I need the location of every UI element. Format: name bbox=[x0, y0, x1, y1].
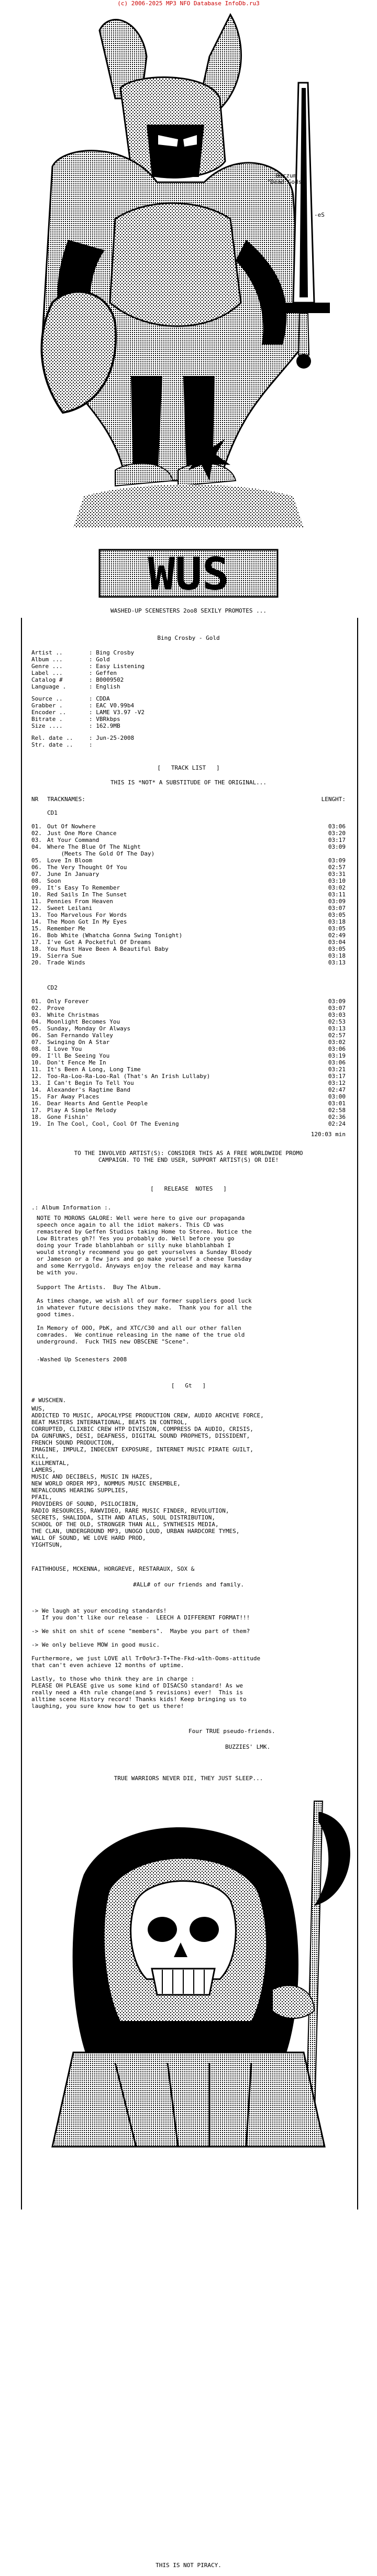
signoff: -Washed Up Scenesters 2008 bbox=[37, 1356, 127, 1363]
track-row bbox=[31, 1114, 346, 1120]
art-caption-name: Burzum bbox=[275, 172, 297, 179]
greets-tail: FAITHHOUSE, MCKENNA, HORGREVE, RESTARAUX, SOX & bbox=[31, 1565, 195, 1572]
track-length: 03:03 bbox=[328, 1012, 346, 1018]
track-title: At Your Command bbox=[47, 837, 99, 843]
info-key: Source .. bbox=[31, 695, 63, 702]
col-length: LENGHT: bbox=[321, 796, 346, 803]
track-length: 03:12 bbox=[328, 1080, 346, 1086]
track-number: 12. bbox=[31, 905, 42, 912]
track-row bbox=[31, 1093, 346, 1100]
track-length: 02:58 bbox=[328, 1107, 346, 1114]
info-value: : LAME V3.97 -V2 bbox=[89, 709, 145, 716]
art-caption-title: "Dead Gods" bbox=[267, 179, 305, 185]
track-length: 02:24 bbox=[328, 1120, 346, 1127]
track-number: 05. bbox=[31, 1025, 42, 1032]
track-length: 03:09 bbox=[328, 843, 346, 850]
info-row bbox=[31, 702, 346, 709]
track-length: 03:17 bbox=[328, 837, 346, 843]
release-info bbox=[31, 649, 346, 748]
track-title: (Meets The Gold Of The Day) bbox=[47, 850, 155, 857]
wus-logo bbox=[21, 545, 356, 602]
track-title: I've Got A Pocketful Of Dreams bbox=[47, 939, 151, 946]
track-row bbox=[31, 1018, 346, 1025]
track-length: 03:00 bbox=[328, 1093, 346, 1100]
track-number: 01. bbox=[31, 823, 42, 830]
track-title: I Can't Begin To Tell You bbox=[47, 1080, 134, 1086]
track-length: 02:49 bbox=[328, 932, 346, 939]
track-number: 15. bbox=[31, 925, 42, 932]
track-length: 03:05 bbox=[328, 946, 346, 952]
track-title: Play A Simple Melody bbox=[47, 1107, 117, 1114]
track-length: 03:18 bbox=[328, 952, 346, 959]
track-row bbox=[31, 1005, 346, 1012]
track-title: You Must Have Been A Beautiful Baby bbox=[47, 946, 169, 952]
track-number: 17. bbox=[31, 939, 42, 946]
track-row bbox=[31, 830, 346, 837]
track-title: Remember Me bbox=[47, 925, 85, 932]
track-title: Gone Fishin' bbox=[47, 1114, 89, 1120]
track-length: 03:09 bbox=[328, 857, 346, 864]
info-row bbox=[31, 676, 346, 683]
col-nr: NR bbox=[31, 796, 39, 803]
greets-footer: #ALL# of our friends and family. bbox=[133, 1581, 244, 1588]
track-title: Bob White (Whatcha Gonna Swing Tonight) bbox=[47, 932, 183, 939]
track-title: Far Away Places bbox=[47, 1093, 99, 1100]
track-row bbox=[31, 918, 346, 925]
track-title: Where The Blue Of The Night bbox=[47, 843, 141, 850]
track-number: 04. bbox=[31, 843, 42, 850]
track-length: 03:02 bbox=[328, 1039, 346, 1046]
track-row bbox=[31, 1120, 346, 1127]
track-length bbox=[314, 850, 346, 857]
track-length: 03:05 bbox=[328, 925, 346, 932]
cd2-tracklist bbox=[31, 998, 346, 1127]
track-length: 03:06 bbox=[328, 1059, 346, 1066]
track-row bbox=[31, 1073, 346, 1080]
track-title: Sierra Sue bbox=[47, 952, 82, 959]
info-key: Rel. date .. bbox=[31, 735, 73, 741]
track-number: 17. bbox=[31, 1107, 42, 1114]
track-number: 03. bbox=[31, 1012, 42, 1018]
track-title: Too-Ra-Loo-Ra-Loo-Ral (That's An Irish Lullaby) bbox=[47, 1073, 210, 1080]
final-lines: -> We laugh at your encoding standards! If you don't like our release - LEECH A DIFFERENT FORMAT!!! -> We shit on shit of scene "members". Maybe you part of them? -> We only believe MOW in good music. Furthermore, we just LOVE all Tr0o%r3-T+The-Fkd-w1th-Ooms-attitude that can't even achieve 12 months of uptime. Lastly, to those who think they are in charge : PLEASE OH PLEASE give us some kind of DISACSO standard! As we really need a 4th rule change(and 5 revisions) ever! This is alltime scene History record! Thanks kids! Keep bringing us to laughing, you sure know how to get us there! bbox=[31, 1607, 261, 1709]
info-row bbox=[31, 695, 346, 702]
info-key: Str. date .. bbox=[31, 741, 73, 748]
track-length: 03:11 bbox=[328, 891, 346, 898]
buzzies: BUZZIES' LMK. bbox=[225, 1744, 271, 1750]
greets-text: WUS, ADDICTED TO MUSIC, APOCALYPSE PRODUCTION CREW, AUDIO ARCHIVE FORCE, BEAT MASTERS INTERNATIONAL, BEATS IN CONTROL, CORRUPTED, CLIXBIC CREW HTP DIVISION, COMPRESS DA AUDIO, CRISIS, DA GUNFUNKS, DESI, DEAFNESS, DIGITAL SOUND PROPHETS, DISSIDENT, FRENCH SOUND PRODUCTION, IMAGINE, IMPULZ, INDECENT EXPOSURE, INTERNET MUSIC PIRATE GUILT, KiLL, KiLLMENTAL, LAMERS, MUSIC AND DECIBELS, MUSIC IN HAZES, NEW WORLD ORDER MP3, NOMMUS MUSIC ENSEMBLE, NEPALCOUNS HEARING SUPPLIES, PFAIL, PROVIDERS OF SOUND, PSILOCIBIN, RADIO RESOURCES, RAWVIDEO, RARE MUSIC FINDER, REVOLUTION, SECRETS, SHALIDDA, SITH AND ATLAS, SOUL DISTRIBUTION, SCHOOL OF THE OLD, STRONGER THAN ALL, SYNTHESIS MEDIA, THE CLAN, UNDERGROUND MP3, UNOGO LOUD, URBAN HARDCORE TYMES, WALL OF SOUND, WE LOVE HARD PROD, YIGHTSUN, bbox=[31, 1405, 264, 1548]
track-title: The Moon Got In My Eyes bbox=[47, 918, 127, 925]
track-number: 13. bbox=[31, 1080, 42, 1086]
track-number: 02. bbox=[31, 1005, 42, 1012]
track-title: I Love You bbox=[47, 1046, 82, 1052]
info-value: : B0009502 bbox=[89, 676, 124, 683]
top-notice: (c) 2006-2025 MP3 NFO Database InfoDb.ru3 bbox=[117, 0, 260, 7]
release-heading: Bing Crosby - Gold bbox=[157, 635, 220, 641]
track-number: 19. bbox=[31, 952, 42, 959]
track-number: 14. bbox=[31, 1086, 42, 1093]
track-row bbox=[31, 823, 346, 830]
track-length: 03:07 bbox=[328, 1005, 346, 1012]
track-number: 08. bbox=[31, 878, 42, 884]
track-number: 02. bbox=[31, 830, 42, 837]
track-title: Only Forever bbox=[47, 998, 89, 1005]
track-title: Red Sails In The Sunset bbox=[47, 891, 127, 898]
info-row bbox=[31, 663, 346, 670]
track-number: 19. bbox=[31, 1120, 42, 1127]
track-number: 06. bbox=[31, 864, 42, 871]
release-notes-header: [ RELEASE NOTES ] bbox=[150, 1185, 227, 1192]
track-title: Dear Hearts And Gentle People bbox=[47, 1100, 148, 1107]
info-value: : VBRkbps bbox=[89, 716, 120, 723]
track-number: 10. bbox=[31, 1059, 42, 1066]
reaper-artwork bbox=[21, 1791, 356, 2157]
track-title: Moonlight Becomes You bbox=[47, 1018, 120, 1025]
track-title: It's Easy To Remember bbox=[47, 884, 120, 891]
track-title: Pennies From Heaven bbox=[47, 898, 113, 905]
album-info-title: .: Album Information :. bbox=[31, 1204, 112, 1211]
track-row bbox=[31, 952, 346, 959]
info-key: Artist .. bbox=[31, 649, 63, 656]
track-number: 09. bbox=[31, 1052, 42, 1059]
track-row bbox=[31, 884, 346, 891]
track-number: 11. bbox=[31, 1066, 42, 1073]
warrior-artwork bbox=[21, 9, 356, 533]
track-row bbox=[31, 891, 346, 898]
cd1-tracklist bbox=[31, 823, 346, 966]
track-title: It's Been A Long, Long Time bbox=[47, 1066, 141, 1073]
greets-header: [ Gt ] bbox=[171, 1382, 206, 1389]
track-number: 18. bbox=[31, 946, 42, 952]
not-piracy-notice: THIS IS NOT PIRACY. bbox=[156, 2562, 221, 2569]
track-number: 03. bbox=[31, 837, 42, 843]
track-title: Don't Fence Me In bbox=[47, 1059, 106, 1066]
track-length: 03:31 bbox=[328, 871, 346, 878]
track-row bbox=[31, 1086, 346, 1093]
track-length: 03:17 bbox=[328, 1073, 346, 1080]
track-row bbox=[31, 837, 346, 843]
track-row bbox=[31, 1080, 346, 1086]
track-row bbox=[31, 1107, 346, 1114]
track-title: Out Of Nowhere bbox=[47, 823, 96, 830]
track-title: Prove bbox=[47, 1005, 65, 1012]
track-row bbox=[31, 857, 346, 864]
info-value: : 162.9MB bbox=[89, 723, 120, 729]
track-row bbox=[31, 932, 346, 939]
track-row bbox=[31, 1052, 346, 1059]
info-value: : English bbox=[89, 683, 120, 690]
track-length: 03:09 bbox=[328, 898, 346, 905]
col-track: TRACKNAMES: bbox=[47, 796, 85, 803]
track-number: 09. bbox=[31, 884, 42, 891]
track-number: 06. bbox=[31, 1032, 42, 1039]
info-row bbox=[31, 709, 346, 716]
track-length: 03:20 bbox=[328, 830, 346, 837]
track-row bbox=[31, 843, 346, 850]
track-row bbox=[31, 898, 346, 905]
album-info-text: NOTE TO MORONS GALORE: Well were here to give our propaganda speech once again to all the idiot makers. This CD was remastered by Geffen Studios taking Home to Stereo. Notice the Low Bitrates gh?! Yes you probably do. Well before you go doing your Trade blahblahbah or silly nuke blahblahbah I would strongly recommend you go get yourselves a Sunday Bloody or Jameson or a few jars and go make yourself a cheese Tuesday and some Kerrygold. Anyways enjoy the release and may karma be with you. bbox=[37, 1215, 252, 1276]
info-value: : Easy Listening bbox=[89, 663, 145, 670]
track-length: 03:06 bbox=[328, 823, 346, 830]
track-length: 03:05 bbox=[328, 912, 346, 918]
track-title: Swinging On A Star bbox=[47, 1039, 110, 1046]
track-row bbox=[31, 959, 346, 966]
track-row bbox=[31, 1039, 346, 1046]
track-title: Alexander's Ragtime Band bbox=[47, 1086, 130, 1093]
info-row bbox=[31, 716, 346, 723]
info-key: Album ... bbox=[31, 656, 63, 663]
greets-title: # WUSCHEN. bbox=[31, 1397, 66, 1404]
track-row bbox=[31, 1032, 346, 1039]
support-note: TO THE INVOLVED ARTIST(S): CONSIDER THIS AS A FREE WORLDWIDE PROMO CAMPAIGN. TO THE END USER, SUPPORT ARTIST(S) OR DIE! bbox=[74, 1150, 303, 1163]
track-length: 02:36 bbox=[328, 1114, 346, 1120]
track-number: 16. bbox=[31, 932, 42, 939]
info-value: : EAC V0.99b4 bbox=[89, 702, 135, 709]
info-key: Encoder .. bbox=[31, 709, 66, 716]
track-row bbox=[31, 1046, 346, 1052]
info-key: Genre ... bbox=[31, 663, 63, 670]
art-caption-sig: -eS bbox=[314, 212, 325, 218]
memory-text: In Memory of OOO, PbK, and XTC/C30 and all our other fallen comrades. We continue releasing in the name of the true old underground. Fuck THIS new OBSCENE "Scene". bbox=[37, 1325, 245, 1345]
track-row bbox=[31, 912, 346, 918]
track-number bbox=[31, 850, 47, 857]
info-key: Bitrate . bbox=[31, 716, 63, 723]
track-length: 03:19 bbox=[328, 1052, 346, 1059]
info-value: : Jun-25-2008 bbox=[89, 735, 135, 741]
track-number: 13. bbox=[31, 912, 42, 918]
info-key: Size .... bbox=[31, 723, 63, 729]
info-key: Grabber . bbox=[31, 702, 63, 709]
track-title: Sweet Leilani bbox=[47, 905, 93, 912]
track-length: 02:57 bbox=[328, 864, 346, 871]
track-title: I'll Be Seeing You bbox=[47, 1052, 110, 1059]
track-row bbox=[31, 878, 346, 884]
track-row bbox=[31, 998, 346, 1005]
track-title: The Very Thought Of You bbox=[47, 864, 127, 871]
track-length: 03:02 bbox=[328, 884, 346, 891]
info-row bbox=[31, 741, 346, 748]
track-title: Too Marvelous For Words bbox=[47, 912, 127, 918]
track-length: 03:13 bbox=[328, 1025, 346, 1032]
info-row bbox=[31, 735, 346, 741]
info-key: Label ... bbox=[31, 670, 63, 676]
tagline: WASHED-UP SCENESTERS 2oo8 SEXILY PROMOTES ... bbox=[110, 607, 267, 614]
logo-text: WUS bbox=[148, 548, 229, 601]
track-title: White Christmas bbox=[47, 1012, 99, 1018]
track-length: 03:10 bbox=[328, 878, 346, 884]
cd2-label: CD2 bbox=[47, 984, 58, 991]
support-line: Support The Artists. Buy The Album. bbox=[37, 1284, 162, 1291]
track-number: 15. bbox=[31, 1093, 42, 1100]
track-row bbox=[31, 1059, 346, 1066]
four-true: Four TRUE pseudo-friends. bbox=[188, 1728, 275, 1735]
track-length: 02:47 bbox=[328, 1086, 346, 1093]
info-row bbox=[31, 670, 346, 676]
track-number: 07. bbox=[31, 871, 42, 878]
substitute-note: THIS IS *NOT* A SUBSTITUDE OF THE ORIGINAL... bbox=[110, 779, 267, 786]
track-title: Trade Winds bbox=[47, 959, 85, 966]
track-title: Sunday, Monday Or Always bbox=[47, 1025, 130, 1032]
track-row bbox=[31, 946, 346, 952]
track-length: 03:06 bbox=[328, 1046, 346, 1052]
tracklist-header: [ TRACK LIST ] bbox=[157, 764, 220, 771]
hard-times-text: As times change, we wish all of our former suppliers good luck in whatever future decisions they make. Thank you for all the good times. bbox=[37, 1297, 252, 1318]
track-length: 03:07 bbox=[328, 905, 346, 912]
track-number: 14. bbox=[31, 918, 42, 925]
tracklist-columns bbox=[31, 796, 346, 803]
track-title: June In January bbox=[47, 871, 99, 878]
info-row bbox=[31, 649, 346, 656]
track-row bbox=[31, 1100, 346, 1107]
track-length: 02:57 bbox=[328, 1032, 346, 1039]
track-length: 02:53 bbox=[328, 1018, 346, 1025]
track-row bbox=[31, 1012, 346, 1018]
track-number: 05. bbox=[31, 857, 42, 864]
track-length: 03:01 bbox=[328, 1100, 346, 1107]
track-number: 08. bbox=[31, 1046, 42, 1052]
track-number: 18. bbox=[31, 1114, 42, 1120]
info-value: : bbox=[89, 741, 93, 748]
info-key: Language . bbox=[31, 683, 66, 690]
track-number: 11. bbox=[31, 898, 42, 905]
track-number: 10. bbox=[31, 891, 42, 898]
info-value: : CDDA bbox=[89, 695, 110, 702]
track-title: Soon bbox=[47, 878, 61, 884]
info-row bbox=[31, 723, 346, 729]
track-number: 20. bbox=[31, 959, 42, 966]
info-row bbox=[31, 656, 346, 663]
track-title: In The Cool, Cool, Cool Of The Evening bbox=[47, 1120, 179, 1127]
track-row bbox=[31, 1066, 346, 1073]
track-length: 03:13 bbox=[328, 959, 346, 966]
track-length: 03:04 bbox=[328, 939, 346, 946]
track-length: 03:09 bbox=[328, 998, 346, 1005]
track-row bbox=[31, 850, 346, 857]
track-row bbox=[31, 871, 346, 878]
track-row bbox=[31, 905, 346, 912]
track-title: Just One More Chance bbox=[47, 830, 117, 837]
total-time: 120:03 min bbox=[311, 1131, 346, 1138]
track-row bbox=[31, 939, 346, 946]
cd1-label: CD1 bbox=[47, 809, 58, 816]
track-row bbox=[31, 1025, 346, 1032]
info-value: : Gold bbox=[89, 656, 110, 663]
track-row bbox=[31, 925, 346, 932]
info-value: : Bing Crosby bbox=[89, 649, 135, 656]
track-number: 12. bbox=[31, 1073, 42, 1080]
track-title: San Fernando Valley bbox=[47, 1032, 113, 1039]
info-value: : Geffen bbox=[89, 670, 117, 676]
track-length: 03:18 bbox=[328, 918, 346, 925]
track-number: 07. bbox=[31, 1039, 42, 1046]
track-length: 03:21 bbox=[328, 1066, 346, 1073]
info-row bbox=[31, 683, 346, 690]
track-number: 01. bbox=[31, 998, 42, 1005]
track-title: Love In Bloom bbox=[47, 857, 93, 864]
info-key: Catalog # bbox=[31, 676, 63, 683]
true-warriors: TRUE WARRIORS NEVER DIE, THEY JUST SLEEP... bbox=[114, 1775, 263, 1782]
track-row bbox=[31, 864, 346, 871]
track-number: 04. bbox=[31, 1018, 42, 1025]
track-number: 16. bbox=[31, 1100, 42, 1107]
